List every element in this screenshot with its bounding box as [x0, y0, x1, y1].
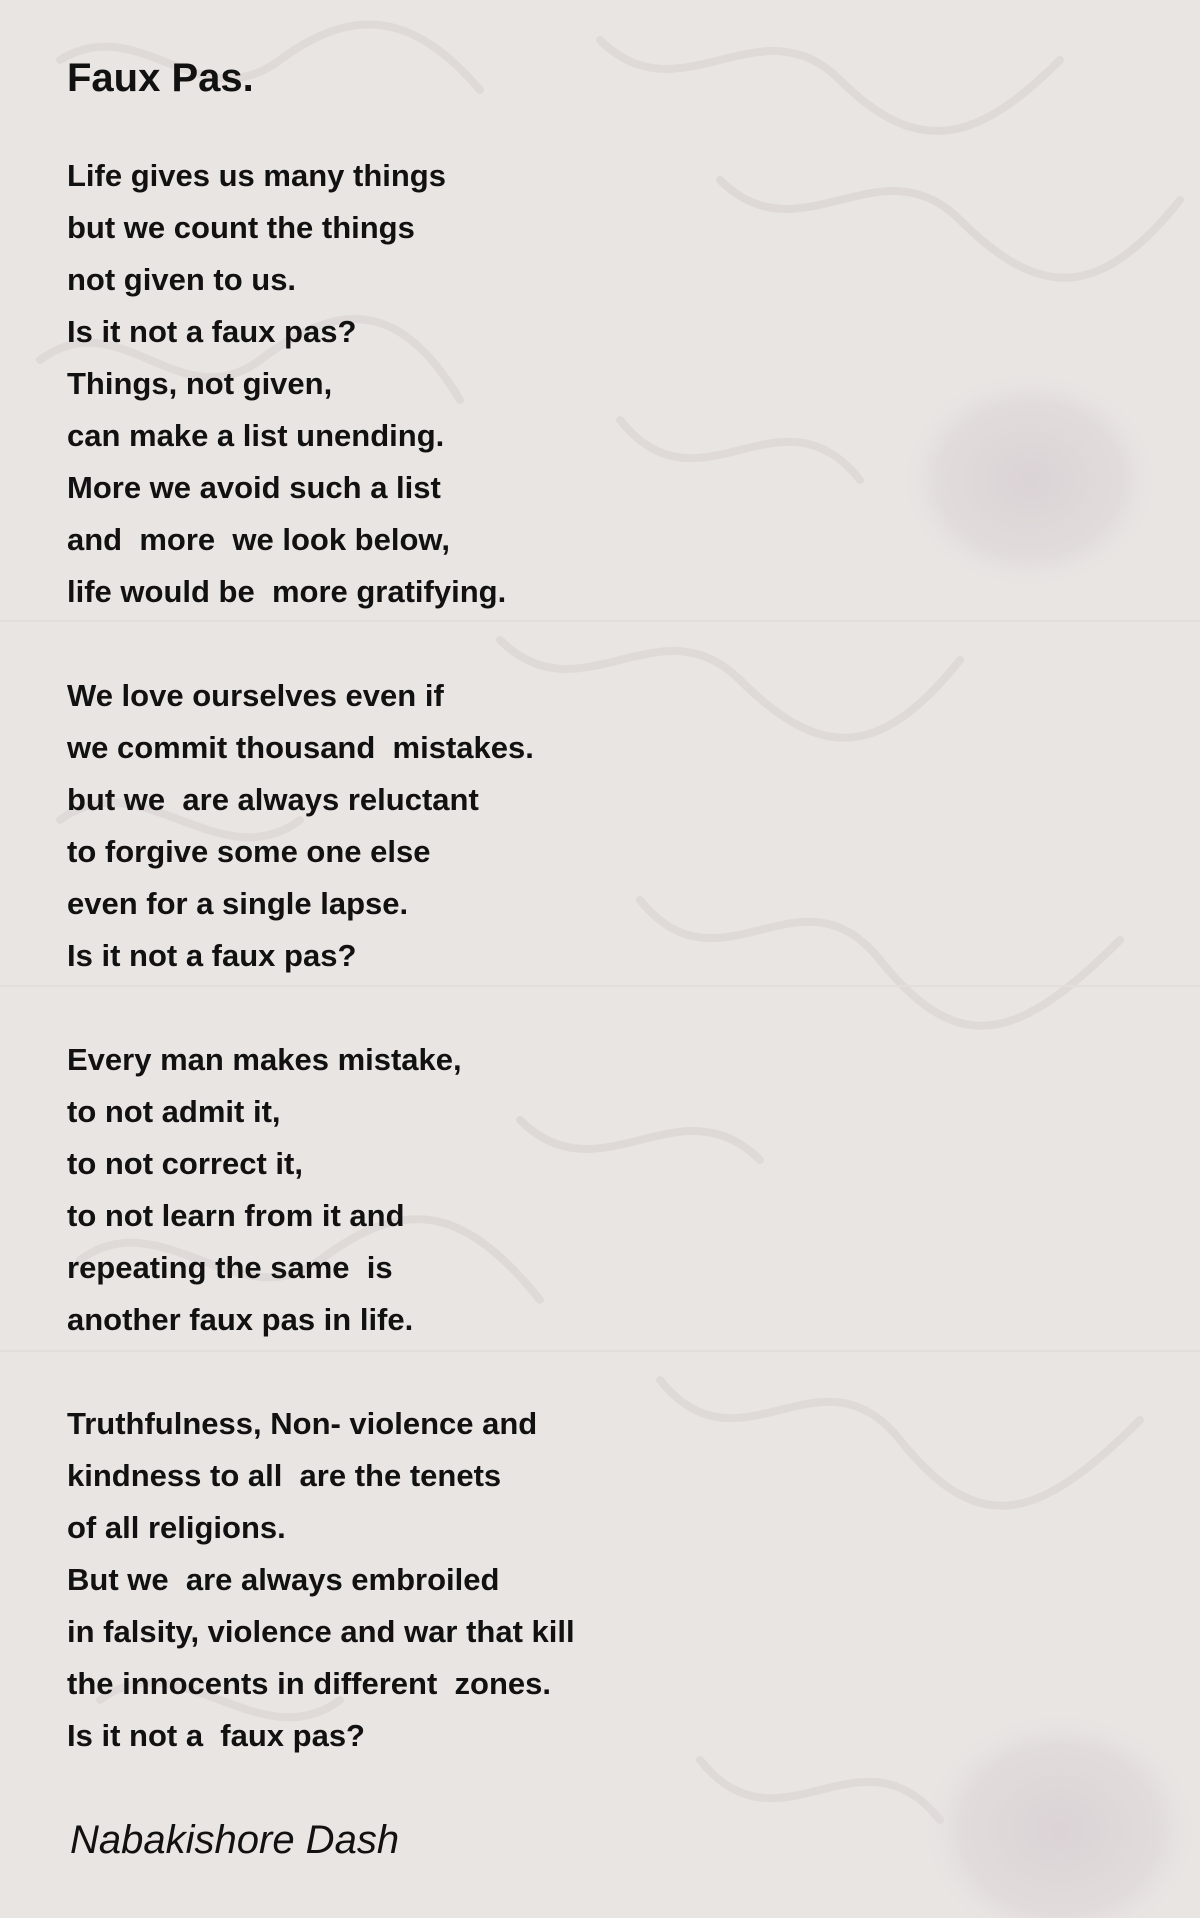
poem-line: can make a list unending. — [67, 418, 445, 453]
poem-line: of all religions. — [67, 1510, 286, 1545]
poem-line: repeating the same is — [67, 1250, 393, 1285]
poem-line: life would be more gratifying. — [67, 574, 507, 609]
poem-line: Is it not a faux pas? — [67, 314, 357, 349]
poem-line: and more we look below, — [67, 522, 450, 557]
stanza-4 — [67, 1398, 1200, 1762]
poem-line: Life gives us many things — [67, 158, 446, 193]
poem-line: to not admit it, — [67, 1094, 281, 1129]
poem-line: even for a single lapse. — [67, 886, 409, 921]
poem-line: to forgive some one else — [67, 834, 431, 869]
stanza-1 — [67, 150, 1200, 618]
poem-line: We love ourselves even if — [67, 678, 444, 713]
poem-line: in falsity, violence and war that kill — [67, 1614, 575, 1649]
poem-line: kindness to all are the tenets — [67, 1458, 502, 1493]
poem-line: Is it not a faux pas? — [67, 938, 357, 973]
poem-line: Every man makes mistake, — [67, 1042, 462, 1077]
poem-line: Truthfulness, Non- violence and — [67, 1406, 538, 1441]
poem-author: Nabakishore Dash — [70, 1818, 400, 1862]
stanza-3 — [67, 1034, 1200, 1346]
poem-line: not given to us. — [67, 262, 297, 297]
poem-line: but we count the things — [67, 210, 415, 245]
poem-line: Is it not a faux pas? — [67, 1718, 365, 1753]
poem-title: Faux Pas. — [67, 56, 254, 100]
poem-line: But we are always embroiled — [67, 1562, 500, 1597]
poem-line: we commit thousand mistakes. — [67, 730, 534, 765]
poem-line: to not learn from it and — [67, 1198, 405, 1233]
poem-line: but we are always reluctant — [67, 782, 479, 817]
poem-line: More we avoid such a list — [67, 470, 441, 505]
poem-line: to not correct it, — [67, 1146, 303, 1181]
poem-body — [67, 150, 1200, 1762]
poem-line: the innocents in different zones. — [67, 1666, 551, 1701]
poem-line: another faux pas in life. — [67, 1302, 414, 1337]
poem-line: Things, not given, — [67, 366, 333, 401]
stanza-2 — [67, 670, 1200, 982]
